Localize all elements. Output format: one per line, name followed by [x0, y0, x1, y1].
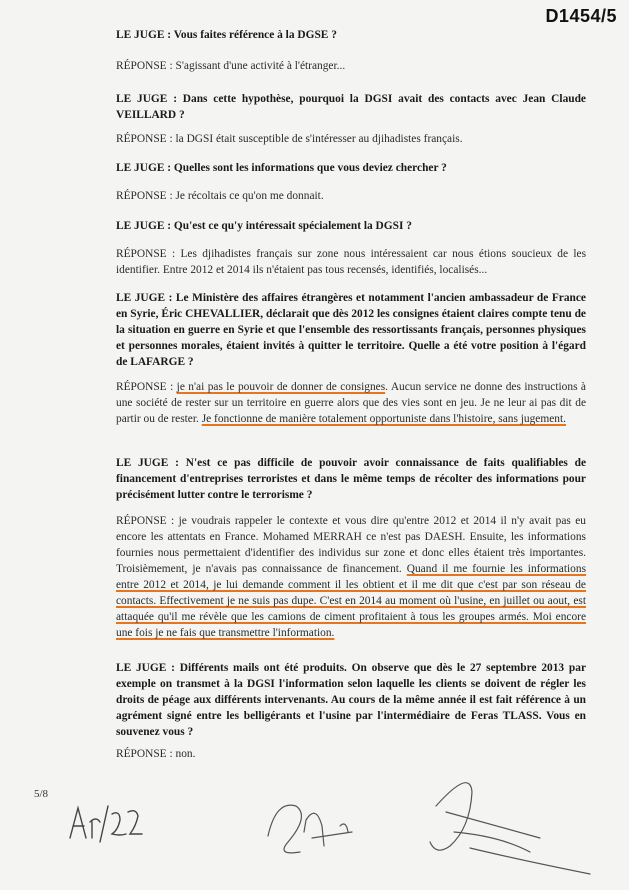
answer-3: RÉPONSE : Je récoltais ce qu'on me donnait.	[116, 190, 324, 202]
judge-question-2: LE JUGE : Dans cette hypothèse, pourquoi la DGSI avait des contacts avec Jean Claude VEILLARD ?	[116, 93, 586, 121]
judge-question-1: LE JUGE : Vous faites référence à la DGSE ?	[116, 29, 337, 41]
handwritten-initials	[70, 806, 142, 842]
answer-5	[116, 379, 586, 427]
judge-question-7: LE JUGE : Différents mails ont été produits. On observe que dès le 27 septembre 2013 par exemple on transmet à la DGSI l'information selon laquelle les clients se doivent de régler les droits de péage aux différents intervenants. Au cours de la même année il est fait référence à un agrément signé entre les belligérants et l'usine par l'intermédiaire de Feras TLASS. Vous en souvenez vous ?	[116, 662, 586, 738]
judge-question-5: LE JUGE : Le Ministère des affaires étrangères et notamment l'ancien ambassadeur de France en Syrie, Éric CHEVALLIER, déclarait que dès 2012 les consignes étaient claires compte tenu de la situation en guerre en Syrie et que l'ensemble des ressortissants français, personnes physiques et personnes morales, étaient invités à quitter le territoire. Quelle a été votre position à l'égard de LAFARGE ?	[116, 292, 586, 368]
judge-question-6: LE JUGE : N'est ce pas difficile de pouvoir avoir connaissance de faits qualifiables de financement d'entreprises terroristes et dans le même temps de récolter des informations pour précisément lutter contre le terrorisme ?	[116, 457, 586, 501]
answer-7: RÉPONSE : non.	[116, 748, 196, 760]
answer-2: RÉPONSE : la DGSI était susceptible de s'intéresser au djihadistes français.	[116, 133, 463, 145]
judge-question-4: LE JUGE : Qu'est ce qu'y intéressait spécialement la DGSI ?	[116, 220, 412, 232]
answer-6-text-1: RÉPONSE : je voudrais rappeler le contexte et vous dire qu'entre 2012 et 2014 il n'y avait pas eu encore les attentats en France. Mohamed MERRAH ce n'est pas DAESH. Ensuite, les informations fournies nous permettaient d'identifier des individus sur zone et donc elles étaient très importantes. Troisièmement, je n'avais pas connaissance de financement.	[116, 515, 586, 575]
signature-2	[430, 783, 590, 874]
answer-6-underlined-1: Quand il me fournie les informations entre 2012 et 2014, je lui demande comment il les obtient et il me dit que c'est par son réseau de contacts. Effectivement je ne suis pas dupe. C'est en 2014 au moment où l'usine, en juillet ou aout, est attaquée qu'il me révèle que les camions de ciment profitaient à tous les groupes armés. Moi encore une fois je ne fais que transmettre l'information.	[116, 563, 587, 639]
answer-5-underlined-1: je n'ai pas le pouvoir de donner de consignes	[176, 381, 386, 393]
answer-1: RÉPONSE : S'agissant d'une activité à l'étranger...	[116, 60, 346, 72]
answer-4: RÉPONSE : Les djihadistes français sur zone nous intéressaient car nous étions soucieux de les identifier. Entre 2012 et 2014 ils n'étaient pas tous recensés, identifiés, localisés...	[116, 248, 586, 276]
answer-5-underlined-2: Je fonctionne de manière totalement opportuniste dans l'histoire, sans jugement.	[201, 413, 566, 425]
answer-5-text-2: . Aucun service ne donne des instructions à une société de rester sur un territoire en guerre alors que des vies sont en jeu. Je ne leur ai pas dit de partir ou de rester.	[116, 381, 586, 425]
judge-question-3: LE JUGE : Quelles sont les informations que vous deviez chercher ?	[116, 162, 447, 174]
page-number: 5/8	[34, 788, 49, 800]
answer-6	[116, 513, 586, 641]
signature-1	[268, 805, 352, 853]
answer-5-text-1: RÉPONSE :	[116, 381, 177, 393]
document-id: D1454/5	[545, 6, 617, 26]
